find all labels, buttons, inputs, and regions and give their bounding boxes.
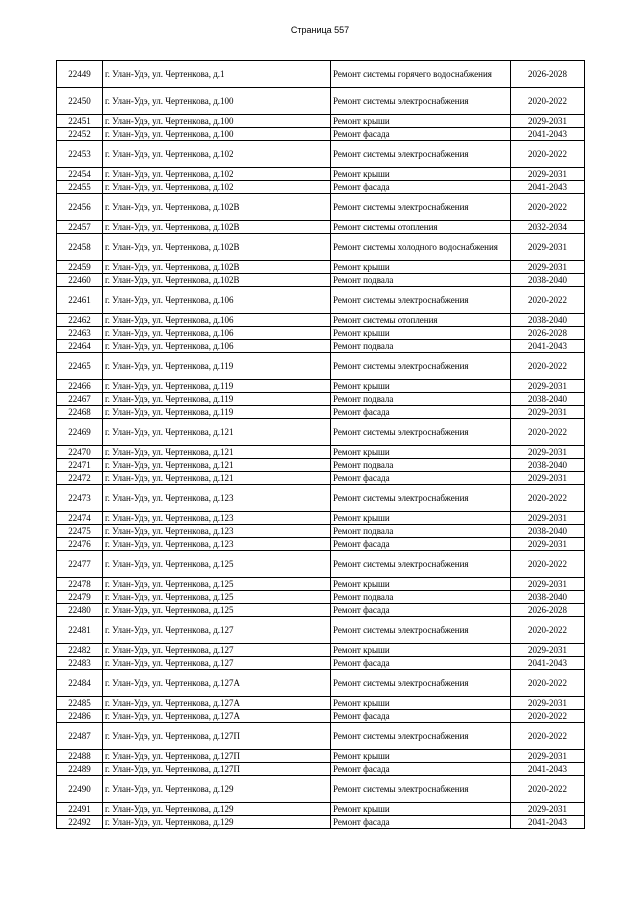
- row-number: 22484: [57, 670, 103, 697]
- work-type-cell: Ремонт фасада: [331, 538, 511, 551]
- row-number: 22475: [57, 525, 103, 538]
- work-type-cell: Ремонт системы электроснабжения: [331, 88, 511, 115]
- table-row: [57, 617, 585, 644]
- work-type-cell: Ремонт системы горячего водоснабжения: [331, 61, 511, 88]
- period-cell: 2029-2031: [511, 697, 585, 710]
- period-cell: 2026-2028: [511, 327, 585, 340]
- row-number: 22465: [57, 353, 103, 380]
- work-type-cell: Ремонт крыши: [331, 115, 511, 128]
- period-cell: 2020-2022: [511, 419, 585, 446]
- table-row: [57, 61, 585, 88]
- row-number: 22459: [57, 261, 103, 274]
- address-cell: г. Улан-Удэ, ул. Чертенкова, д.123: [103, 525, 331, 538]
- period-cell: 2038-2040: [511, 393, 585, 406]
- address-cell: г. Улан-Удэ, ул. Чертенкова, д.1: [103, 61, 331, 88]
- period-cell: 2029-2031: [511, 803, 585, 816]
- work-type-cell: Ремонт фасада: [331, 710, 511, 723]
- address-cell: г. Улан-Удэ, ул. Чертенкова, д.100: [103, 115, 331, 128]
- address-cell: г. Улан-Удэ, ул. Чертенкова, д.125: [103, 578, 331, 591]
- address-cell: г. Улан-Удэ, ул. Чертенкова, д.127П: [103, 750, 331, 763]
- work-type-cell: Ремонт крыши: [331, 261, 511, 274]
- table-row: [57, 604, 585, 617]
- work-type-cell: Ремонт фасада: [331, 406, 511, 419]
- table-row: [57, 221, 585, 234]
- address-cell: г. Улан-Удэ, ул. Чертенкова, д.123: [103, 485, 331, 512]
- row-number: 22455: [57, 181, 103, 194]
- address-cell: г. Улан-Удэ, ул. Чертенкова, д.121: [103, 459, 331, 472]
- address-cell: г. Улан-Удэ, ул. Чертенкова, д.127: [103, 644, 331, 657]
- address-cell: г. Улан-Удэ, ул. Чертенкова, д.102: [103, 181, 331, 194]
- address-cell: г. Улан-Удэ, ул. Чертенкова, д.102: [103, 168, 331, 181]
- address-cell: г. Улан-Удэ, ул. Чертенкова, д.127А: [103, 697, 331, 710]
- capital-repair-table: [56, 60, 585, 829]
- work-type-cell: Ремонт фасада: [331, 128, 511, 141]
- table-row: [57, 314, 585, 327]
- work-type-cell: Ремонт крыши: [331, 168, 511, 181]
- table-row: [57, 776, 585, 803]
- table-row: [57, 88, 585, 115]
- period-cell: 2029-2031: [511, 512, 585, 525]
- work-type-cell: Ремонт системы отопления: [331, 314, 511, 327]
- row-number: 22490: [57, 776, 103, 803]
- table-row: [57, 353, 585, 380]
- period-cell: 2029-2031: [511, 644, 585, 657]
- period-cell: 2029-2031: [511, 538, 585, 551]
- address-cell: г. Улан-Удэ, ул. Чертенкова, д.127П: [103, 763, 331, 776]
- work-type-cell: Ремонт крыши: [331, 697, 511, 710]
- row-number: 22449: [57, 61, 103, 88]
- address-cell: г. Улан-Удэ, ул. Чертенкова, д.102: [103, 141, 331, 168]
- address-cell: г. Улан-Удэ, ул. Чертенкова, д.102В: [103, 234, 331, 261]
- work-type-cell: Ремонт фасада: [331, 604, 511, 617]
- address-cell: г. Улан-Удэ, ул. Чертенкова, д.127А: [103, 710, 331, 723]
- table-row: [57, 181, 585, 194]
- row-number: 22491: [57, 803, 103, 816]
- period-cell: 2029-2031: [511, 472, 585, 485]
- table-row: [57, 644, 585, 657]
- work-type-cell: Ремонт системы электроснабжения: [331, 776, 511, 803]
- table-row: [57, 697, 585, 710]
- work-type-cell: Ремонт крыши: [331, 446, 511, 459]
- work-type-cell: Ремонт крыши: [331, 380, 511, 393]
- work-type-cell: Ремонт крыши: [331, 644, 511, 657]
- table-row: [57, 287, 585, 314]
- period-cell: 2020-2022: [511, 194, 585, 221]
- table-body: [57, 61, 585, 829]
- table-row: [57, 803, 585, 816]
- table-row: [57, 551, 585, 578]
- row-number: 22474: [57, 512, 103, 525]
- period-cell: 2029-2031: [511, 578, 585, 591]
- table-row: [57, 591, 585, 604]
- address-cell: г. Улан-Удэ, ул. Чертенкова, д.100: [103, 128, 331, 141]
- work-type-cell: Ремонт системы электроснабжения: [331, 670, 511, 697]
- row-number: 22486: [57, 710, 103, 723]
- period-cell: 2029-2031: [511, 446, 585, 459]
- address-cell: г. Улан-Удэ, ул. Чертенкова, д.125: [103, 591, 331, 604]
- address-cell: г. Улан-Удэ, ул. Чертенкова, д.125: [103, 604, 331, 617]
- work-type-cell: Ремонт подвала: [331, 274, 511, 287]
- address-cell: г. Улан-Удэ, ул. Чертенкова, д.123: [103, 512, 331, 525]
- address-cell: г. Улан-Удэ, ул. Чертенкова, д.102В: [103, 274, 331, 287]
- period-cell: 2041-2043: [511, 340, 585, 353]
- row-number: 22452: [57, 128, 103, 141]
- work-type-cell: Ремонт крыши: [331, 512, 511, 525]
- period-cell: 2041-2043: [511, 816, 585, 829]
- work-type-cell: Ремонт системы отопления: [331, 221, 511, 234]
- period-cell: 2026-2028: [511, 604, 585, 617]
- row-number: 22470: [57, 446, 103, 459]
- row-number: 22489: [57, 763, 103, 776]
- period-cell: 2041-2043: [511, 181, 585, 194]
- table-row: [57, 115, 585, 128]
- table-row: [57, 327, 585, 340]
- work-type-cell: Ремонт системы электроснабжения: [331, 287, 511, 314]
- row-number: 22471: [57, 459, 103, 472]
- table-row: [57, 446, 585, 459]
- work-type-cell: Ремонт крыши: [331, 327, 511, 340]
- work-type-cell: Ремонт подвала: [331, 340, 511, 353]
- period-cell: 2029-2031: [511, 380, 585, 393]
- period-cell: 2020-2022: [511, 710, 585, 723]
- address-cell: г. Улан-Удэ, ул. Чертенкова, д.119: [103, 393, 331, 406]
- address-cell: г. Улан-Удэ, ул. Чертенкова, д.127П: [103, 723, 331, 750]
- row-number: 22472: [57, 472, 103, 485]
- row-number: 22453: [57, 141, 103, 168]
- table-row: [57, 234, 585, 261]
- table-row: [57, 141, 585, 168]
- period-cell: 2029-2031: [511, 261, 585, 274]
- row-number: 22473: [57, 485, 103, 512]
- work-type-cell: Ремонт системы электроснабжения: [331, 723, 511, 750]
- work-type-cell: Ремонт крыши: [331, 803, 511, 816]
- period-cell: 2041-2043: [511, 657, 585, 670]
- row-number: 22479: [57, 591, 103, 604]
- period-cell: 2020-2022: [511, 353, 585, 380]
- address-cell: г. Улан-Удэ, ул. Чертенкова, д.127: [103, 657, 331, 670]
- work-type-cell: Ремонт системы электроснабжения: [331, 485, 511, 512]
- table-row: [57, 750, 585, 763]
- row-number: 22458: [57, 234, 103, 261]
- address-cell: г. Улан-Удэ, ул. Чертенкова, д.102В: [103, 261, 331, 274]
- table-row: [57, 816, 585, 829]
- address-cell: г. Улан-Удэ, ул. Чертенкова, д.127А: [103, 670, 331, 697]
- address-cell: г. Улан-Удэ, ул. Чертенкова, д.121: [103, 446, 331, 459]
- row-number: 22467: [57, 393, 103, 406]
- address-cell: г. Улан-Удэ, ул. Чертенкова, д.127: [103, 617, 331, 644]
- row-number: 22466: [57, 380, 103, 393]
- period-cell: 2020-2022: [511, 617, 585, 644]
- period-cell: 2020-2022: [511, 776, 585, 803]
- period-cell: 2020-2022: [511, 141, 585, 168]
- row-number: 22454: [57, 168, 103, 181]
- row-number: 22450: [57, 88, 103, 115]
- table-row: [57, 406, 585, 419]
- table-row: [57, 194, 585, 221]
- row-number: 22461: [57, 287, 103, 314]
- address-cell: г. Улан-Удэ, ул. Чертенкова, д.119: [103, 380, 331, 393]
- work-type-cell: Ремонт крыши: [331, 750, 511, 763]
- table-row: [57, 128, 585, 141]
- work-type-cell: Ремонт фасада: [331, 657, 511, 670]
- row-number: 22463: [57, 327, 103, 340]
- address-cell: г. Улан-Удэ, ул. Чертенкова, д.121: [103, 472, 331, 485]
- address-cell: г. Улан-Удэ, ул. Чертенкова, д.106: [103, 314, 331, 327]
- work-type-cell: Ремонт системы электроснабжения: [331, 419, 511, 446]
- period-cell: 2020-2022: [511, 723, 585, 750]
- period-cell: 2032-2034: [511, 221, 585, 234]
- row-number: 22457: [57, 221, 103, 234]
- period-cell: 2029-2031: [511, 750, 585, 763]
- table-row: [57, 472, 585, 485]
- table-row: [57, 340, 585, 353]
- table-row: [57, 459, 585, 472]
- table-row: [57, 525, 585, 538]
- work-type-cell: Ремонт крыши: [331, 578, 511, 591]
- period-cell: 2041-2043: [511, 763, 585, 776]
- table-row: [57, 538, 585, 551]
- table-row: [57, 723, 585, 750]
- work-type-cell: Ремонт фасада: [331, 181, 511, 194]
- period-cell: 2029-2031: [511, 115, 585, 128]
- address-cell: г. Улан-Удэ, ул. Чертенкова, д.129: [103, 816, 331, 829]
- work-type-cell: Ремонт системы электроснабжения: [331, 141, 511, 168]
- table-row: [57, 512, 585, 525]
- work-type-cell: Ремонт подвала: [331, 393, 511, 406]
- period-cell: 2020-2022: [511, 485, 585, 512]
- address-cell: г. Улан-Удэ, ул. Чертенкова, д.100: [103, 88, 331, 115]
- period-cell: 2038-2040: [511, 591, 585, 604]
- work-type-cell: Ремонт подвала: [331, 591, 511, 604]
- period-cell: 2038-2040: [511, 525, 585, 538]
- period-cell: 2020-2022: [511, 88, 585, 115]
- row-number: 22456: [57, 194, 103, 221]
- period-cell: 2038-2040: [511, 314, 585, 327]
- period-cell: 2026-2028: [511, 61, 585, 88]
- address-cell: г. Улан-Удэ, ул. Чертенкова, д.119: [103, 406, 331, 419]
- period-cell: 2020-2022: [511, 551, 585, 578]
- work-type-cell: Ремонт системы электроснабжения: [331, 617, 511, 644]
- row-number: 22477: [57, 551, 103, 578]
- work-type-cell: Ремонт системы электроснабжения: [331, 194, 511, 221]
- row-number: 22464: [57, 340, 103, 353]
- period-cell: 2041-2043: [511, 128, 585, 141]
- table-row: [57, 578, 585, 591]
- work-type-cell: Ремонт фасада: [331, 763, 511, 776]
- address-cell: г. Улан-Удэ, ул. Чертенкова, д.106: [103, 327, 331, 340]
- row-number: 22483: [57, 657, 103, 670]
- row-number: 22482: [57, 644, 103, 657]
- row-number: 22469: [57, 419, 103, 446]
- table-row: [57, 168, 585, 181]
- row-number: 22488: [57, 750, 103, 763]
- work-type-cell: Ремонт системы электроснабжения: [331, 551, 511, 578]
- table-row: [57, 485, 585, 512]
- table-row: [57, 380, 585, 393]
- address-cell: г. Улан-Удэ, ул. Чертенкова, д.106: [103, 287, 331, 314]
- row-number: 22487: [57, 723, 103, 750]
- row-number: 22468: [57, 406, 103, 419]
- table-row: [57, 419, 585, 446]
- period-cell: 2029-2031: [511, 406, 585, 419]
- row-number: 22460: [57, 274, 103, 287]
- work-type-cell: Ремонт подвала: [331, 525, 511, 538]
- address-cell: г. Улан-Удэ, ул. Чертенкова, д.121: [103, 419, 331, 446]
- work-type-cell: Ремонт подвала: [331, 459, 511, 472]
- row-number: 22492: [57, 816, 103, 829]
- table-row: [57, 393, 585, 406]
- row-number: 22451: [57, 115, 103, 128]
- period-cell: 2038-2040: [511, 274, 585, 287]
- period-cell: 2029-2031: [511, 234, 585, 261]
- address-cell: г. Улан-Удэ, ул. Чертенкова, д.129: [103, 776, 331, 803]
- address-cell: г. Улан-Удэ, ул. Чертенкова, д.102В: [103, 221, 331, 234]
- row-number: 22476: [57, 538, 103, 551]
- period-cell: 2038-2040: [511, 459, 585, 472]
- period-cell: 2020-2022: [511, 670, 585, 697]
- row-number: 22478: [57, 578, 103, 591]
- work-type-cell: Ремонт системы холодного водоснабжения: [331, 234, 511, 261]
- period-cell: 2020-2022: [511, 287, 585, 314]
- period-cell: 2029-2031: [511, 168, 585, 181]
- table-row: [57, 710, 585, 723]
- table-row: [57, 657, 585, 670]
- work-type-cell: Ремонт фасада: [331, 816, 511, 829]
- address-cell: г. Улан-Удэ, ул. Чертенкова, д.125: [103, 551, 331, 578]
- table-row: [57, 763, 585, 776]
- address-cell: г. Улан-Удэ, ул. Чертенкова, д.119: [103, 353, 331, 380]
- row-number: 22485: [57, 697, 103, 710]
- row-number: 22480: [57, 604, 103, 617]
- row-number: 22462: [57, 314, 103, 327]
- address-cell: г. Улан-Удэ, ул. Чертенкова, д.129: [103, 803, 331, 816]
- address-cell: г. Улан-Удэ, ул. Чертенкова, д.123: [103, 538, 331, 551]
- row-number: 22481: [57, 617, 103, 644]
- address-cell: г. Улан-Удэ, ул. Чертенкова, д.106: [103, 340, 331, 353]
- work-type-cell: Ремонт фасада: [331, 472, 511, 485]
- work-type-cell: Ремонт системы электроснабжения: [331, 353, 511, 380]
- page-header: Страница 557: [290, 25, 350, 35]
- address-cell: г. Улан-Удэ, ул. Чертенкова, д.102В: [103, 194, 331, 221]
- table-row: [57, 274, 585, 287]
- table-row: [57, 261, 585, 274]
- table-row: [57, 670, 585, 697]
